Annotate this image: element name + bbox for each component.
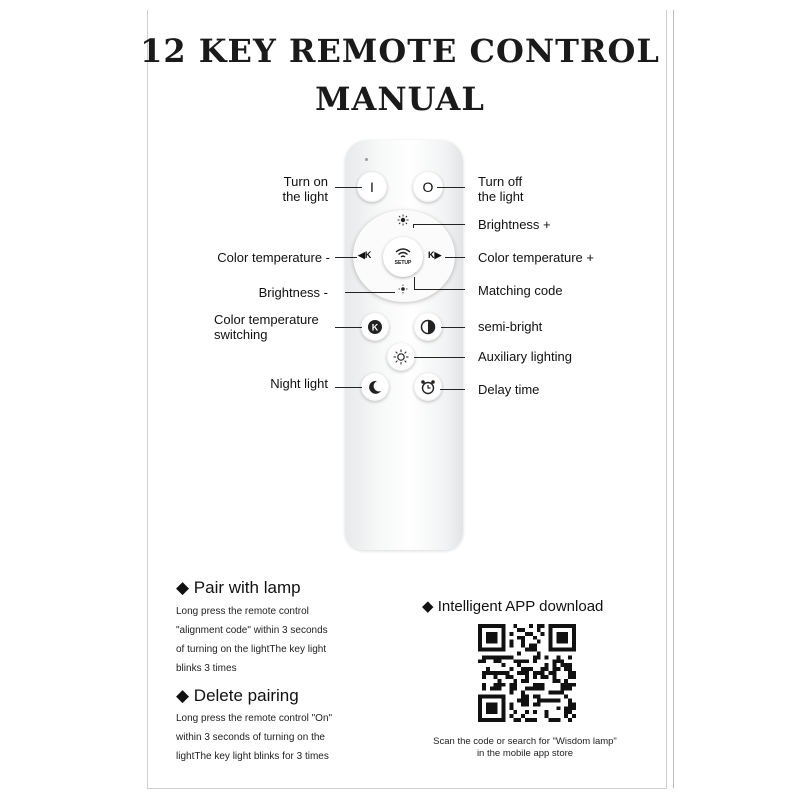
label-turn-on-1: Turn on bbox=[283, 174, 328, 189]
label-color-temp-switching bbox=[214, 312, 319, 342]
small-sun-icon[interactable] bbox=[398, 284, 408, 294]
pair-line-4: blinks 3 times bbox=[176, 663, 237, 674]
semi-bright-button[interactable] bbox=[414, 313, 442, 341]
delete-heading: ◆ Delete pairing bbox=[176, 686, 299, 705]
leader-matching bbox=[414, 289, 465, 290]
title-line-2: MANUAL bbox=[315, 80, 485, 118]
label-brightness-plus: Brightness + bbox=[478, 217, 551, 232]
pair-line-2: "alignment code" within 3 seconds bbox=[176, 625, 328, 636]
qr-code[interactable] bbox=[478, 624, 576, 722]
label-turn-on bbox=[240, 174, 328, 204]
matching-code-button[interactable] bbox=[383, 237, 423, 277]
leader-night bbox=[335, 387, 362, 388]
leader-ct-switch bbox=[335, 327, 362, 328]
half-circle-icon bbox=[420, 319, 436, 335]
bulb-icon bbox=[393, 349, 409, 365]
leader-off bbox=[437, 187, 465, 188]
label-ct-switching-2: switching bbox=[214, 327, 268, 342]
color-temp-minus-key[interactable]: ◀K bbox=[358, 250, 372, 260]
label-brightness-minus: Brightness - bbox=[258, 285, 328, 300]
label-turn-off bbox=[478, 174, 524, 204]
label-color-temp-plus: Color temperature + bbox=[478, 250, 594, 265]
leader-auxiliary bbox=[414, 357, 465, 358]
delete-line-1: Long press the remote control "On" bbox=[176, 713, 333, 724]
leader-ct-minus bbox=[335, 257, 357, 258]
sun-icon[interactable] bbox=[397, 214, 409, 226]
on-symbol: I bbox=[370, 179, 374, 195]
label-matching-code: Matching code bbox=[478, 283, 563, 298]
pair-line-1: Long press the remote control bbox=[176, 606, 309, 617]
label-night-light: Night light bbox=[270, 376, 328, 391]
label-auxiliary-lighting: Auxiliary lighting bbox=[478, 349, 572, 364]
app-caption-1: Scan the code or search for "Wisdom lamp" bbox=[433, 736, 617, 747]
delete-line-3: lightThe key light blinks for 3 times bbox=[176, 751, 329, 762]
label-turn-off-1: Turn off bbox=[478, 174, 523, 189]
delay-time-button[interactable] bbox=[414, 373, 442, 401]
label-delay-time: Delay time bbox=[478, 382, 540, 397]
label-color-temp-minus: Color temperature - bbox=[217, 250, 330, 265]
leader-brightness-minus bbox=[345, 292, 395, 293]
moon-icon bbox=[367, 379, 383, 395]
off-symbol: O bbox=[422, 179, 434, 195]
leader-brightness-plus bbox=[413, 224, 465, 225]
setup-label: SETUP bbox=[394, 260, 412, 266]
delete-line-2: within 3 seconds of turning on the bbox=[176, 732, 325, 743]
color-temp-plus-key[interactable]: K▶ bbox=[428, 250, 442, 260]
night-light-button[interactable] bbox=[361, 373, 389, 401]
k-glyph: K bbox=[371, 322, 379, 333]
indicator-led bbox=[365, 158, 368, 161]
leader-delay bbox=[440, 389, 465, 390]
title-line-1: 12 KEY REMOTE CONTROL bbox=[140, 32, 660, 70]
pair-heading: ◆ Pair with lamp bbox=[176, 578, 301, 597]
label-turn-on-2: the light bbox=[282, 189, 328, 204]
delete-text bbox=[176, 709, 376, 766]
label-semi-bright: semi-bright bbox=[478, 319, 543, 334]
app-caption bbox=[410, 736, 640, 760]
k-icon bbox=[367, 319, 383, 335]
auxiliary-lighting-button[interactable] bbox=[387, 343, 415, 371]
leader-ct-plus bbox=[445, 257, 465, 258]
wifi-icon bbox=[395, 248, 411, 259]
leader-on bbox=[335, 187, 362, 188]
app-heading: ◆ Intelligent APP download bbox=[422, 598, 604, 615]
leader-semi-bright bbox=[441, 327, 465, 328]
pair-text bbox=[176, 602, 376, 678]
color-temp-switch-button[interactable] bbox=[361, 313, 389, 341]
pair-line-3: of turning on the lightThe key light bbox=[176, 644, 327, 655]
label-ct-switching-1: Color temperature bbox=[214, 312, 319, 327]
page-edge bbox=[665, 10, 674, 788]
label-turn-off-2: the light bbox=[478, 189, 524, 204]
alarm-clock-icon bbox=[420, 379, 436, 395]
app-caption-2: in the mobile app store bbox=[476, 748, 574, 759]
